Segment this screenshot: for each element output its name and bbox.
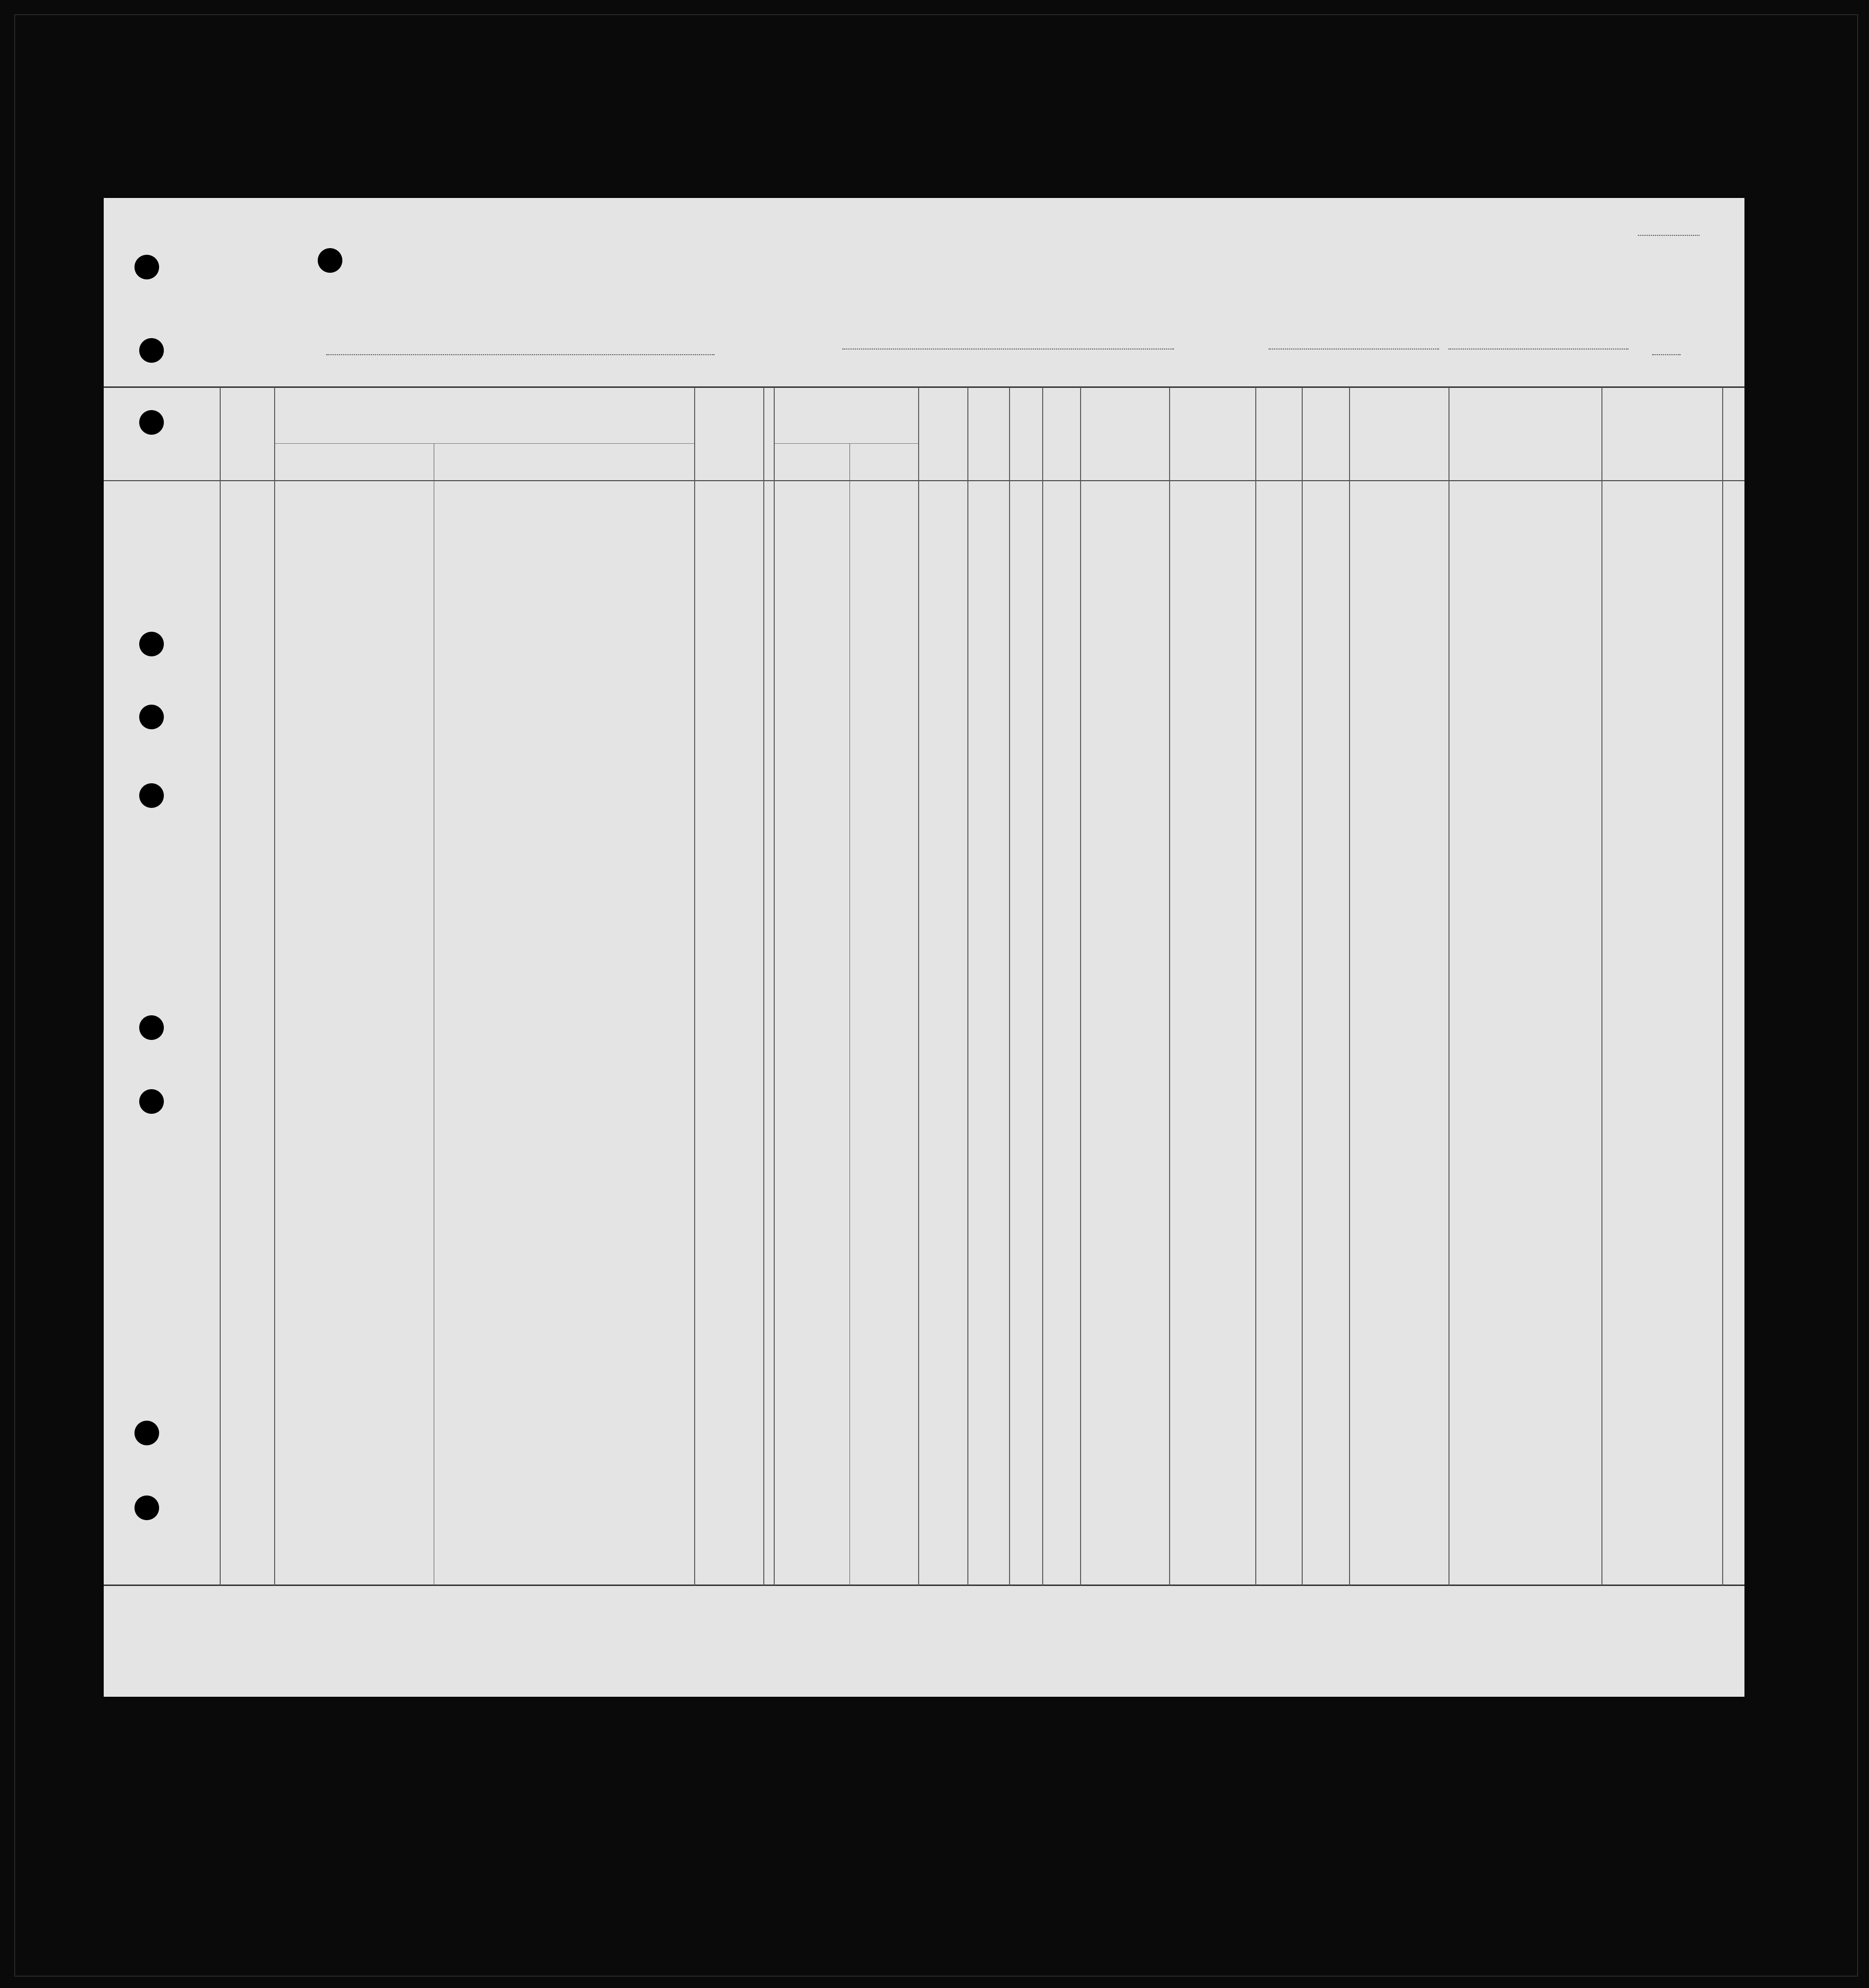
col-rule	[1169, 387, 1170, 1585]
col-header-name	[275, 399, 694, 409]
col-header-no	[187, 399, 220, 403]
row-rules	[104, 198, 1744, 1697]
col-rule	[1255, 387, 1256, 1585]
col-rule	[1080, 387, 1081, 1585]
col-rule	[1601, 387, 1602, 1585]
col-rule	[1009, 387, 1010, 1585]
col-rule	[967, 387, 968, 1585]
col-rule	[918, 387, 919, 1585]
col-header-prev-voyage	[221, 399, 274, 402]
col-rule	[1302, 387, 1303, 1585]
col-rule	[274, 387, 275, 1585]
col-rule	[694, 387, 695, 1585]
manifest-sheet	[104, 198, 1744, 1697]
col-rule	[1042, 387, 1043, 1585]
col-header-service	[695, 399, 763, 402]
col-rule	[774, 387, 775, 1585]
col-rule	[763, 387, 764, 1585]
col-rule	[1349, 387, 1350, 1585]
col-rule	[220, 387, 221, 1585]
col-rule	[1722, 387, 1723, 1585]
